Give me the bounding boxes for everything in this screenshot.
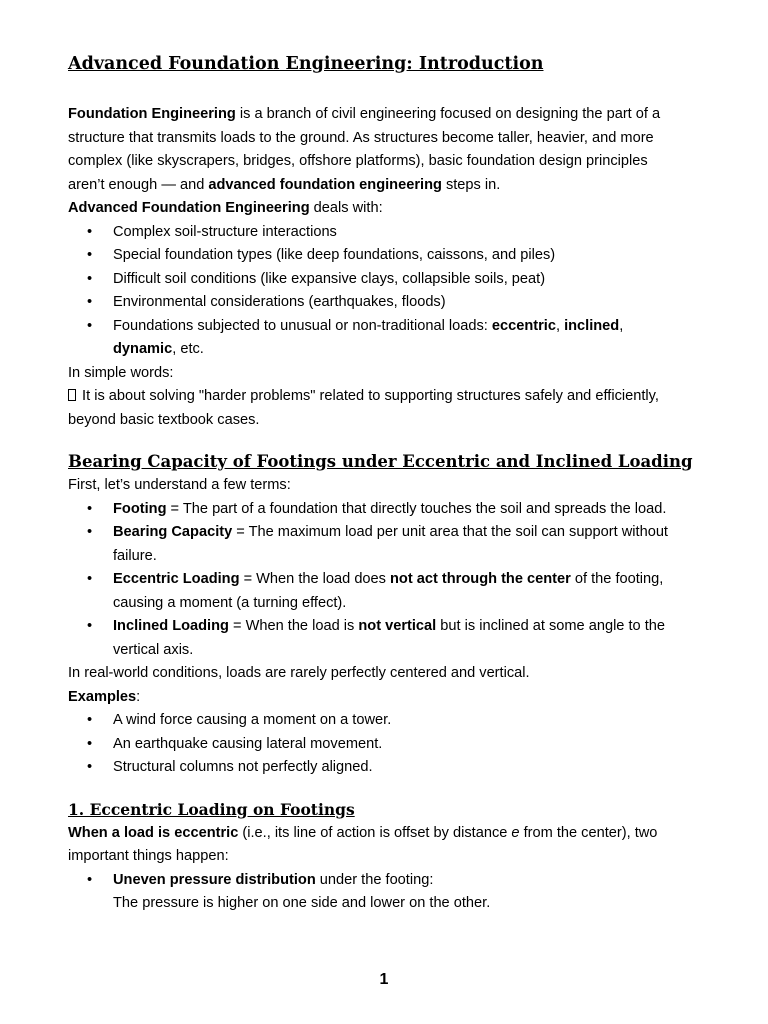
- document-title: Advanced Foundation Engineering: Introduction: [68, 54, 544, 74]
- bold-term: Advanced Foundation Engineering: [68, 200, 310, 216]
- deals-with-list: [68, 221, 698, 362]
- list-item: • A wind force causing a moment on a tower.: [68, 709, 698, 733]
- terms-lead: First, let’s understand a few terms:: [68, 477, 291, 493]
- deals-with-line: Advanced Foundation Engineering deals with:: [68, 200, 383, 216]
- list-item: • Inclined Loading = When the load is not vertical but is inclined at some angle to the vertical axis.: [68, 615, 698, 662]
- list-item: • Footing = The part of a foundation that directly touches the soil and spreads the load.: [68, 498, 698, 522]
- eccentric-paragraph-line-1: When a load is eccentric (i.e., its line of action is offset by distance e from the center), two: [68, 824, 658, 841]
- intro-paragraph-line-3: complex (like skyscrapers, bridges, offshore platforms), basic foundation design principles: [68, 153, 648, 169]
- list-item: • Foundations subjected to unusual or non-traditional loads: eccentric, inclined, dynamic, etc.: [68, 315, 698, 362]
- list-item: • Complex soil-structure interactions: [68, 221, 698, 245]
- list-item: • Difficult soil conditions (like expansive clays, collapsible soils, peat): [68, 268, 698, 292]
- summary-line-1: It is about solving "harder problems" related to supporting structures safely and efficiently,: [68, 385, 698, 409]
- simple-words-label: In simple words:: [68, 364, 174, 381]
- page-number: 1: [379, 971, 389, 988]
- intro-paragraph-line-4: aren’t enough — and advanced foundation engineering steps in.: [68, 176, 501, 193]
- examples-list: [68, 709, 698, 780]
- list-item: • Environmental considerations (earthquakes, floods): [68, 291, 698, 315]
- intro-paragraph-line-2: structure that transmits loads to the ground. As structures become taller, heavier, and more: [68, 129, 654, 146]
- eccentric-paragraph-line-2: important things happen:: [68, 848, 229, 864]
- list-item: • An earthquake causing lateral movement.: [68, 733, 698, 757]
- list-item: • Structural columns not perfectly aligned.: [68, 756, 698, 780]
- missing-glyph-icon: [68, 389, 76, 401]
- examples-label: Examples:: [68, 688, 141, 705]
- list-item: • Special foundation types (like deep foundations, caissons, and piles): [68, 244, 698, 268]
- eccentric-effects-list: [68, 869, 698, 916]
- list-item: • Bearing Capacity = The maximum load per unit area that the soil can support without failure.: [68, 521, 698, 568]
- document-page: [68, 48, 698, 916]
- intro-paragraph-line-1: Foundation Engineering is a branch of civil engineering focused on designing the part of a: [68, 106, 661, 122]
- terms-list: [68, 498, 698, 663]
- real-world-line: In real-world conditions, loads are rarely perfectly centered and vertical.: [68, 665, 530, 681]
- summary-line-2: beyond basic textbook cases.: [68, 411, 260, 428]
- list-item: • Uneven pressure distribution under the footing: The pressure is higher on one side and lower on the other.: [68, 869, 698, 916]
- bold-term: advanced foundation engineering: [208, 176, 442, 193]
- bold-term: Foundation Engineering: [68, 106, 236, 122]
- section-heading-eccentric-loading: 1. Eccentric Loading on Footings: [68, 799, 355, 819]
- section-heading-bearing-capacity: Bearing Capacity of Footings under Eccentric and Inclined Loading: [68, 452, 693, 471]
- list-item: • Eccentric Loading = When the load does not act through the center of the footing, causing a moment (a turning effect).: [68, 568, 698, 615]
